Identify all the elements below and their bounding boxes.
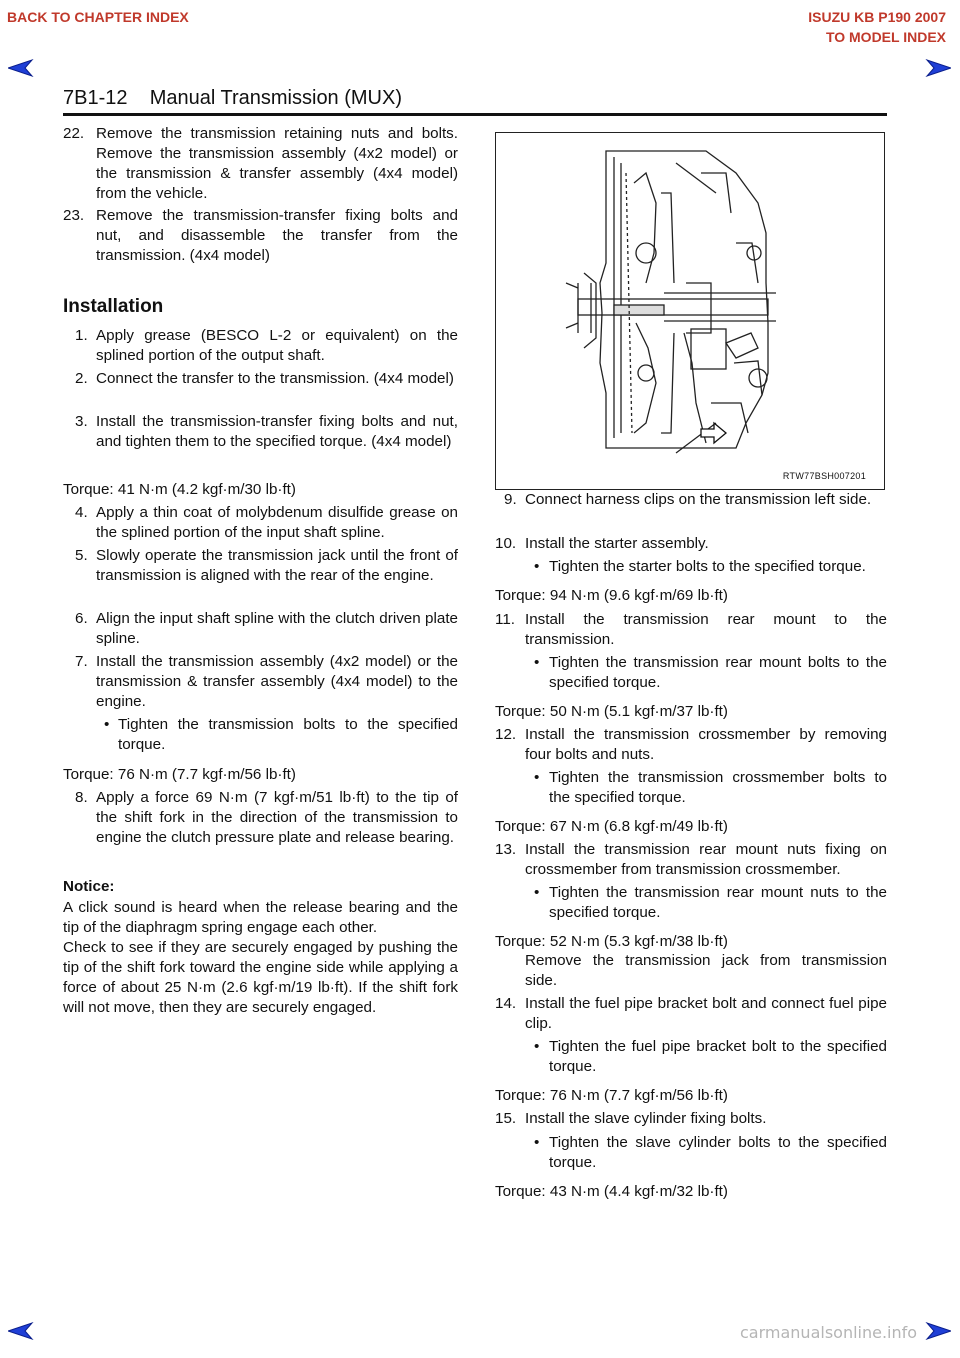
step-text: Apply a force 69 N·m (7 kgf·m/51 lb·ft) to the tip of the shift fork in the direction of the transmission to engine the clutch pressure plate and release bearing. [96, 789, 458, 846]
bullet-dot: • [104, 716, 110, 733]
step-13-followup: Remove the transmission jack from transmission side. [525, 952, 887, 989]
to-model-index-link[interactable]: TO MODEL INDEX [825, 29, 946, 45]
notice-paragraph-1: A click sound is heard when the release bearing and the tip of the diaphragm spring engage each other. [63, 899, 458, 936]
bullet-text: Tighten the transmission crossmember bolts to the specified torque. [549, 769, 887, 806]
step-number: 12. [495, 726, 517, 743]
step-text: Install the transmission-transfer fixing bolts and nut, and tighten them to the specified torque. (4x4 model) [96, 413, 458, 450]
step-number: 1. [75, 327, 88, 344]
step-number: 6. [75, 610, 88, 627]
torque-spec-5: Torque: 67 N·m (6.8 kgf·m/49 lb·ft) [495, 818, 728, 835]
bullet-dot: • [534, 1038, 540, 1055]
torque-spec-6: Torque: 52 N·m (5.3 kgf·m/38 lb·ft) [495, 933, 728, 950]
bullet-dot: • [534, 769, 540, 786]
step-number: 15. [495, 1110, 517, 1127]
step-text: Install the slave cylinder fixing bolts. [525, 1110, 767, 1127]
installation-heading: Installation [63, 296, 164, 317]
step-number: 7. [75, 653, 88, 670]
next-page-arrow-bottom-icon[interactable] [925, 1322, 951, 1340]
bullet-text: Tighten the slave cylinder bolts to the specified torque. [549, 1134, 887, 1171]
page-header-title: 7B1-12 Manual Transmission (MUX) [63, 87, 403, 109]
step-number: 8. [75, 789, 88, 806]
step-number: 4. [75, 504, 88, 521]
bullet-text: Tighten the starter bolts to the specified torque. [549, 558, 866, 575]
bullet-dot: • [534, 1134, 540, 1151]
step-number: 22. [63, 125, 85, 142]
bullet-text: Tighten the transmission rear mount bolts to the specified torque. [549, 654, 887, 691]
step-text: Connect harness clips on the transmission left side. [525, 491, 872, 508]
step-number: 13. [495, 841, 517, 858]
step-text: Remove the transmission retaining nuts and bolts. Remove the transmission assembly (4x2 model) or the transmission & transfer assembly (4x4 model) from the vehicle. [96, 125, 458, 202]
torque-spec-4: Torque: 50 N·m (5.1 kgf·m/37 lb·ft) [495, 703, 728, 720]
step-text: Slowly operate the transmission jack until the front of transmission is aligned with the rear of the engine. [96, 547, 458, 584]
step-text: Install the fuel pipe bracket bolt and connect fuel pipe clip. [525, 995, 887, 1032]
torque-spec-2: Torque: 76 N·m (7.7 kgf·m/56 lb·ft) [63, 766, 296, 783]
figure-code: RTW77BSH007201 [782, 471, 866, 481]
torque-spec-8: Torque: 43 N·m (4.4 kgf·m/32 lb·ft) [495, 1183, 728, 1200]
previous-page-arrow-bottom-icon[interactable] [8, 1322, 34, 1340]
bullet-dot: • [534, 558, 540, 575]
step-number: 11. [495, 611, 515, 628]
torque-spec-1: Torque: 41 N·m (4.2 kgf·m/30 lb·ft) [63, 481, 296, 498]
torque-spec-3: Torque: 94 N·m (9.6 kgf·m/69 lb·ft) [495, 587, 728, 604]
step-number: 10. [495, 535, 517, 552]
previous-page-arrow-icon[interactable] [8, 59, 34, 77]
bullet-dot: • [534, 884, 540, 901]
next-page-arrow-icon[interactable] [925, 59, 951, 77]
step-text: Install the starter assembly. [525, 535, 709, 552]
step-number: 14. [495, 995, 517, 1012]
step-text: Remove the transmission-transfer fixing bolts and nut, and disassemble the transfer from the transmission. (4x4 model) [96, 207, 458, 264]
transmission-cutaway-drawing [496, 133, 884, 489]
bullet-text: Tighten the transmission bolts to the specified torque. [118, 716, 458, 753]
back-to-chapter-index-link[interactable]: BACK TO CHAPTER INDEX [7, 9, 189, 25]
step-number: 3. [75, 413, 88, 430]
step-text: Install the transmission rear mount to the transmission. [525, 611, 887, 648]
step-text: Apply a thin coat of molybdenum disulfide grease on the splined portion of the input shaft spline. [96, 504, 458, 541]
step-number: 2. [75, 370, 88, 387]
torque-spec-7: Torque: 76 N·m (7.7 kgf·m/56 lb·ft) [495, 1087, 728, 1104]
bullet-text: Tighten the fuel pipe bracket bolt to the specified torque. [549, 1038, 887, 1075]
step-text: Install the transmission rear mount nuts fixing on crossmember from transmission crossmember. [525, 841, 887, 878]
step-text: Install the transmission assembly (4x2 model) or the transmission & transfer assembly (4x4 model) to the engine. [96, 653, 458, 710]
notice-paragraph-2: Check to see if they are securely engaged by pushing the tip of the shift fork toward the engine side while applying a force of about 25 N·m (2.6 kgf·m/19 lb·ft). If the shift fork will not move, then they are securely engaged. [63, 939, 458, 1016]
transmission-cutaway-figure [495, 132, 885, 490]
step-text: Install the transmission crossmember by removing four bolts and nuts. [525, 726, 887, 763]
step-text: Align the input shaft spline with the clutch driven plate spline. [96, 610, 458, 647]
step-text: Apply grease (BESCO L-2 or equivalent) on the splined portion of the output shaft. [96, 327, 458, 364]
bullet-dot: • [534, 654, 540, 671]
model-title-link[interactable]: ISUZU KB P190 2007 [808, 9, 946, 25]
site-watermark: carmanualsonline.info [740, 1323, 918, 1342]
step-number: 5. [75, 547, 88, 564]
step-number: 9. [504, 491, 517, 508]
step-number: 23. [63, 207, 85, 224]
notice-heading: Notice: [63, 878, 115, 895]
header-rule [63, 113, 887, 116]
bullet-text: Tighten the transmission rear mount nuts to the specified torque. [549, 884, 887, 921]
step-text: Connect the transfer to the transmission. (4x4 model) [96, 370, 454, 387]
